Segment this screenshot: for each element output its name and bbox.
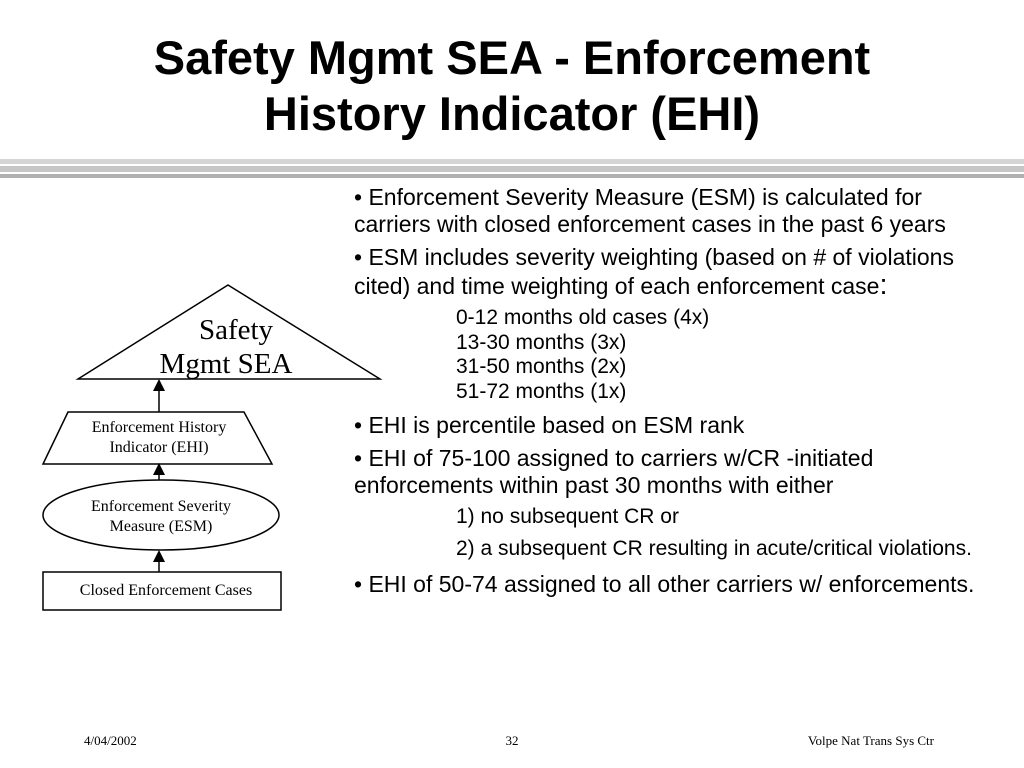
- title-divider-top: [0, 159, 1024, 164]
- time-weight-item: 0-12 months old cases (4x): [456, 306, 710, 329]
- ehi-label-line-1: Enforcement History: [91, 419, 227, 436]
- condition-item: 1) no subsequent CR or: [456, 505, 679, 528]
- slide-title: [0, 30, 1024, 142]
- esm-label-line-2: Measure (ESM): [109, 518, 213, 535]
- bullet-list: [354, 184, 1004, 604]
- bullet-ehi-75-100: • EHI of 75-100 assigned to carriers w/CR -initiated enforcements within past 30 months with either: [354, 445, 874, 498]
- sea-hierarchy-diagram: [0, 270, 400, 630]
- sea-triangle-label-line-1: Safety: [198, 314, 274, 346]
- bullet-esm-definition: • Enforcement Severity Measure (ESM) is calculated for carriers with closed enforcement cases in the past 6 years: [354, 184, 946, 237]
- time-weight-item: 31-50 months (2x): [456, 355, 627, 378]
- title-divider-middle: [0, 166, 1024, 172]
- bullet-esm-weighting-colon: :: [879, 269, 888, 301]
- footer-page-number: 32: [505, 733, 519, 748]
- condition-item: 2) a subsequent CR resulting in acute/critical violations.: [456, 537, 972, 560]
- closed-cases-label: Closed Enforcement Cases: [79, 582, 253, 599]
- time-weight-list: [456, 306, 1004, 404]
- esm-label-line-1: Enforcement Severity: [91, 498, 231, 515]
- time-weight-item: 13-30 months (3x): [456, 330, 627, 354]
- slide-title-line-1: Safety Mgmt SEA - Enforcement: [153, 31, 871, 84]
- title-divider-bottom: [0, 174, 1024, 178]
- sea-triangle-label-line-2: Mgmt SEA: [159, 348, 293, 380]
- bullet-ehi-50-74: • EHI of 50-74 assigned to all other carriers w/ enforcements.: [354, 571, 975, 597]
- esm-ellipse-shape: [43, 480, 279, 550]
- slide-title-line-2: History Indicator (EHI): [263, 87, 761, 140]
- time-weight-item: 51-72 months (1x): [456, 379, 627, 403]
- ehi-label-line-2: Indicator (EHI): [109, 439, 209, 456]
- condition-list: [456, 505, 1004, 561]
- footer-date: 4/04/2002: [84, 733, 137, 748]
- bullet-esm-weighting-text: • ESM includes severity weighting (based on # of violations cited) and time weighting of each enforcement case: [354, 244, 954, 299]
- bullet-ehi-percentile: • EHI is percentile based on ESM rank: [354, 412, 745, 438]
- footer-organization: Volpe Nat Trans Sys Ctr: [807, 733, 934, 748]
- bullet-esm-weighting: [354, 244, 1004, 300]
